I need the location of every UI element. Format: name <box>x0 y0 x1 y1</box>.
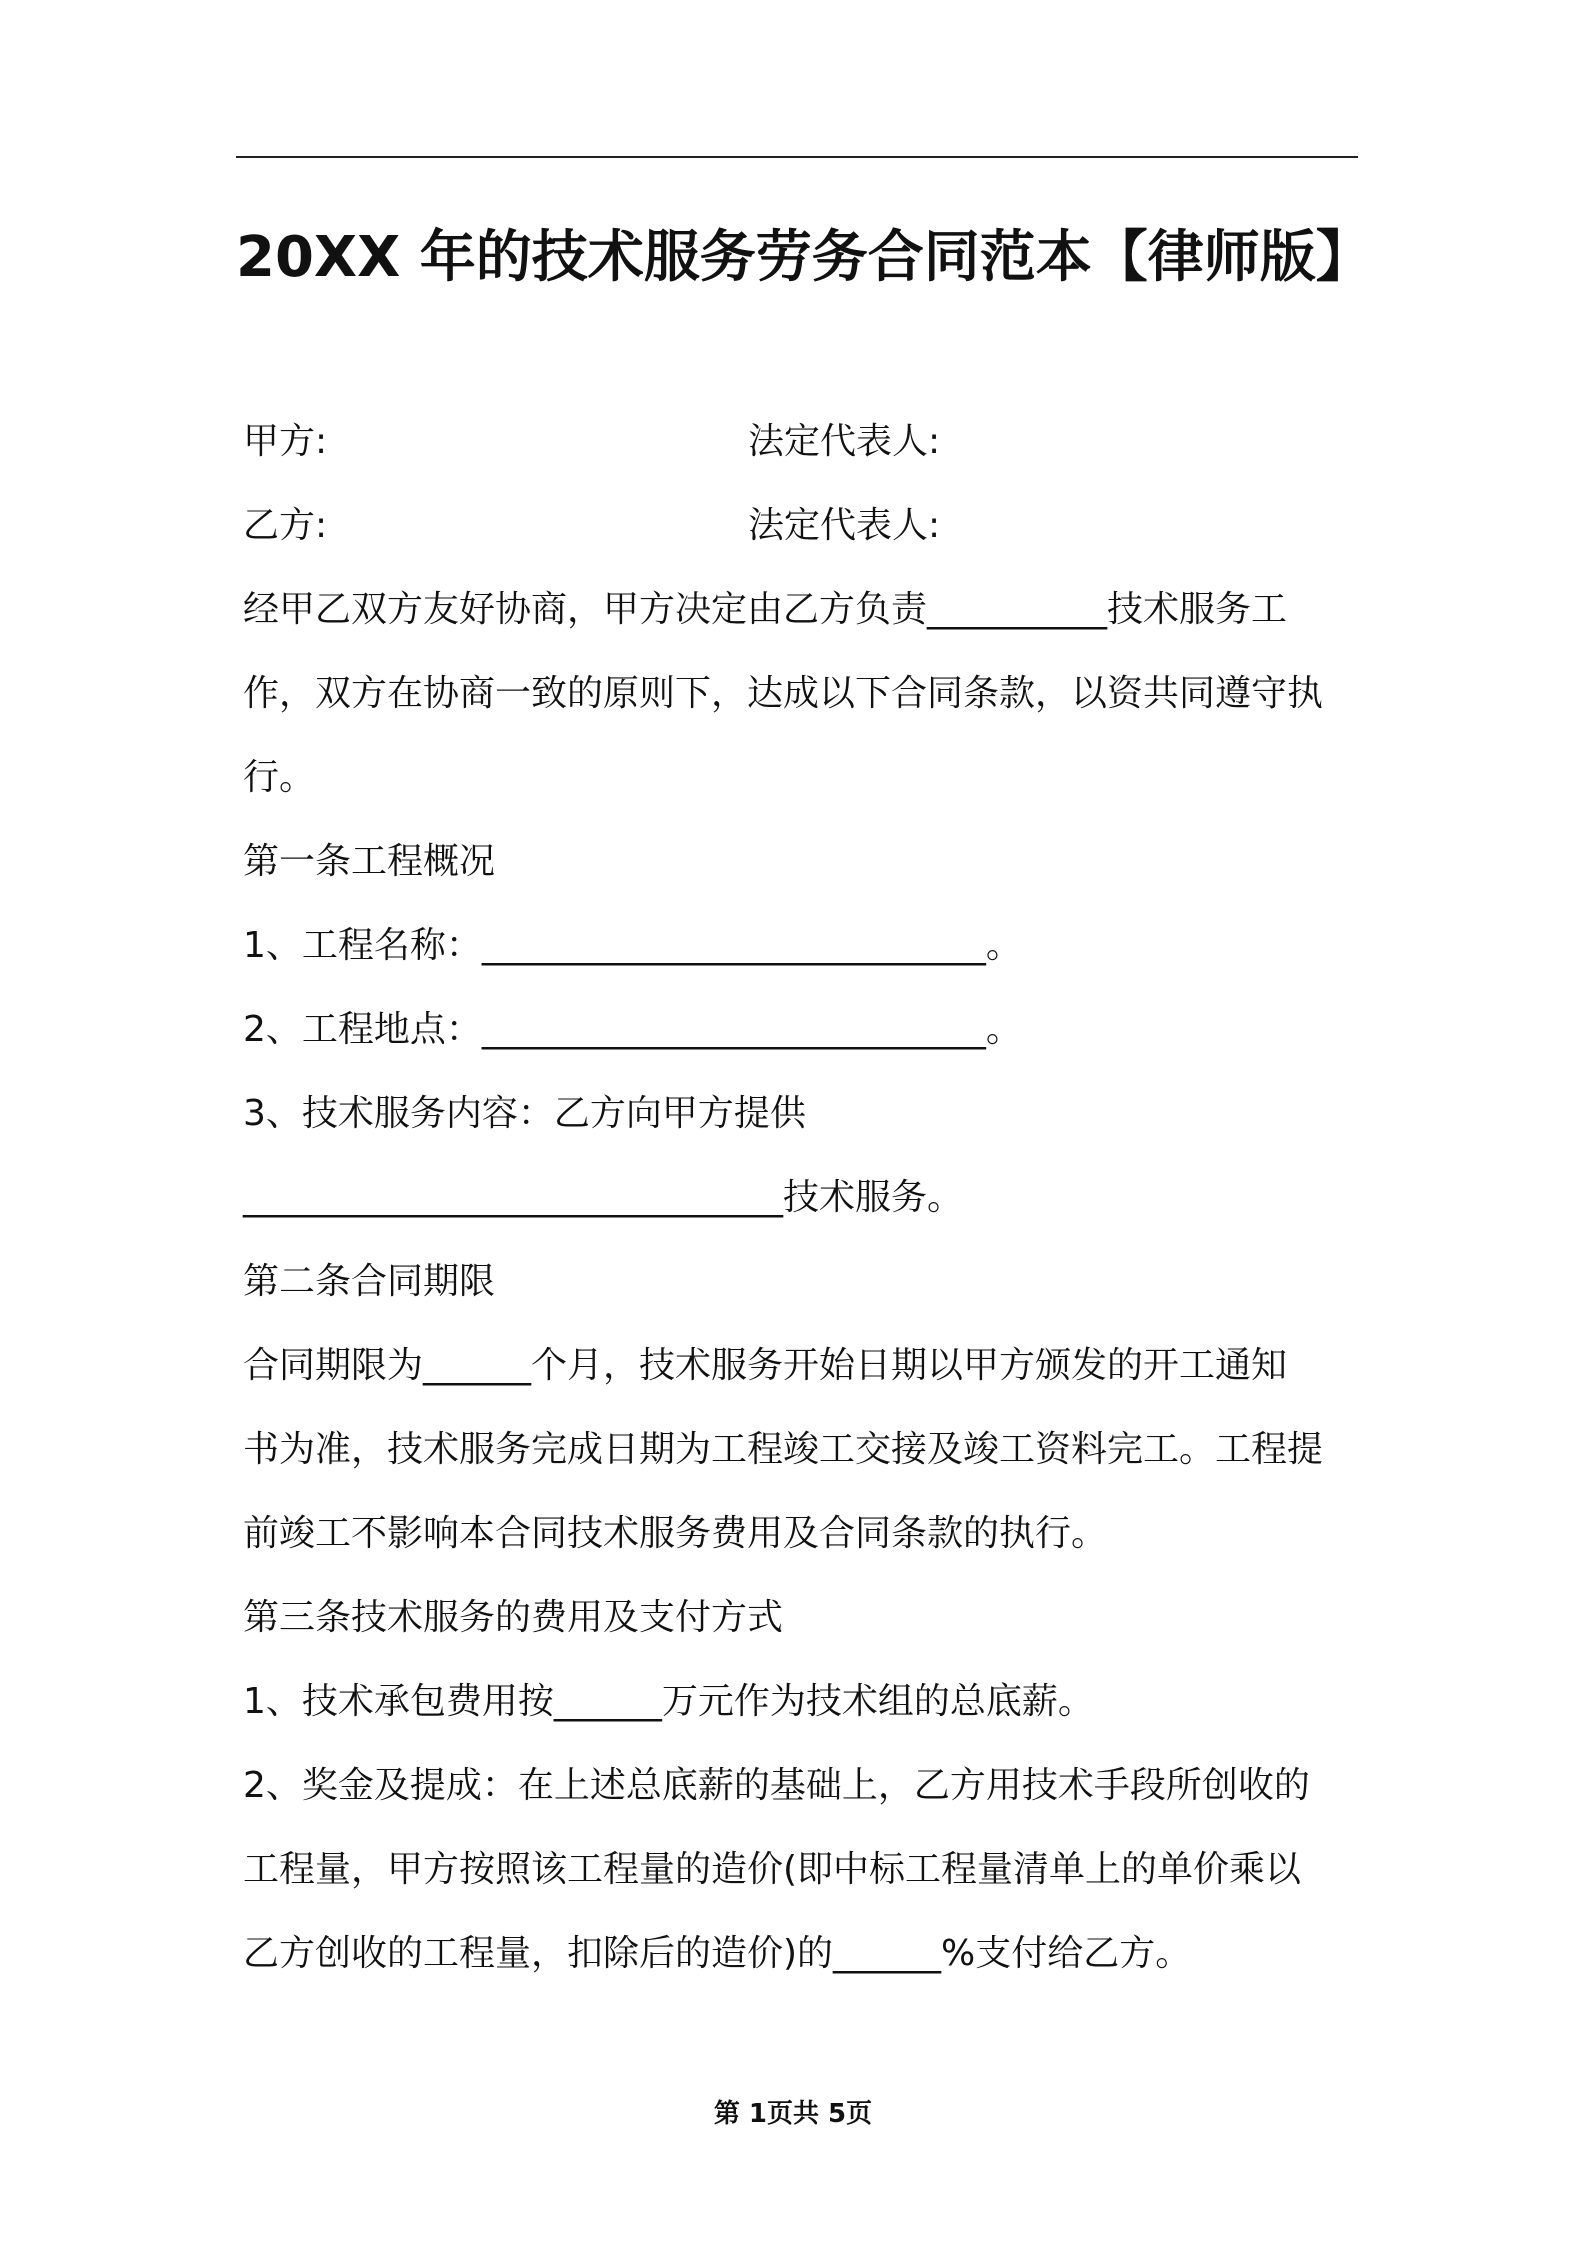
section-heading-1: 第一条工程概况 <box>243 841 496 882</box>
body-line: 1、技术承包费用按______万元作为技术组的总底薪。 <box>243 1681 1094 1722</box>
party-a-label: 甲方: <box>243 421 328 462</box>
document-body <box>243 400 1358 1996</box>
body-line: 工程量，甲方按照该工程量的造价(即中标工程量清单上的单价乘以 <box>243 1849 1302 1890</box>
document-title: 20XX 年的技术服务劳务合同范本【律师版】 <box>236 225 1372 290</box>
body-line: 行。 <box>243 757 316 798</box>
project-location-line: 2、工程地点：____________________________。 <box>243 1009 1022 1050</box>
party-a-row <box>243 400 1358 484</box>
body-line: 前竣工不影响本合同技术服务费用及合同条款的执行。 <box>243 1513 1108 1554</box>
body-line: 乙方创收的工程量，扣除后的造价)的______%支付给乙方。 <box>243 1933 1192 1974</box>
service-content-blank-line: ______________________________技术服务。 <box>243 1177 964 1218</box>
section-heading-2: 第二条合同期限 <box>243 1261 496 1302</box>
header-rule <box>236 156 1358 158</box>
section-heading-3: 第三条技术服务的费用及支付方式 <box>243 1597 784 1638</box>
body-line: 2、奖金及提成：在上述总底薪的基础上，乙方用技术手段所创收的 <box>243 1765 1310 1806</box>
body-line: 书为准，技术服务完成日期为工程竣工交接及竣工资料完工。工程提 <box>243 1429 1324 1470</box>
body-line: 合同期限为______个月，技术服务开始日期以甲方颁发的开工通知 <box>243 1345 1288 1386</box>
party-b-row <box>243 484 1358 568</box>
page-footer: 第 1页共 5页 <box>713 2099 873 2129</box>
party-b-rep-label: 法定代表人: <box>748 505 941 546</box>
party-a-rep-label: 法定代表人: <box>748 421 941 462</box>
service-content-line: 3、技术服务内容：乙方向甲方提供 <box>243 1093 806 1134</box>
body-line: 经甲乙双方友好协商，甲方决定由乙方负责__________技术服务工 <box>243 589 1288 630</box>
project-name-line: 1、工程名称：____________________________。 <box>243 925 1022 966</box>
party-b-label: 乙方: <box>243 505 328 546</box>
body-line: 作，双方在协商一致的原则下，达成以下合同条款，以资共同遵守执 <box>243 673 1324 714</box>
